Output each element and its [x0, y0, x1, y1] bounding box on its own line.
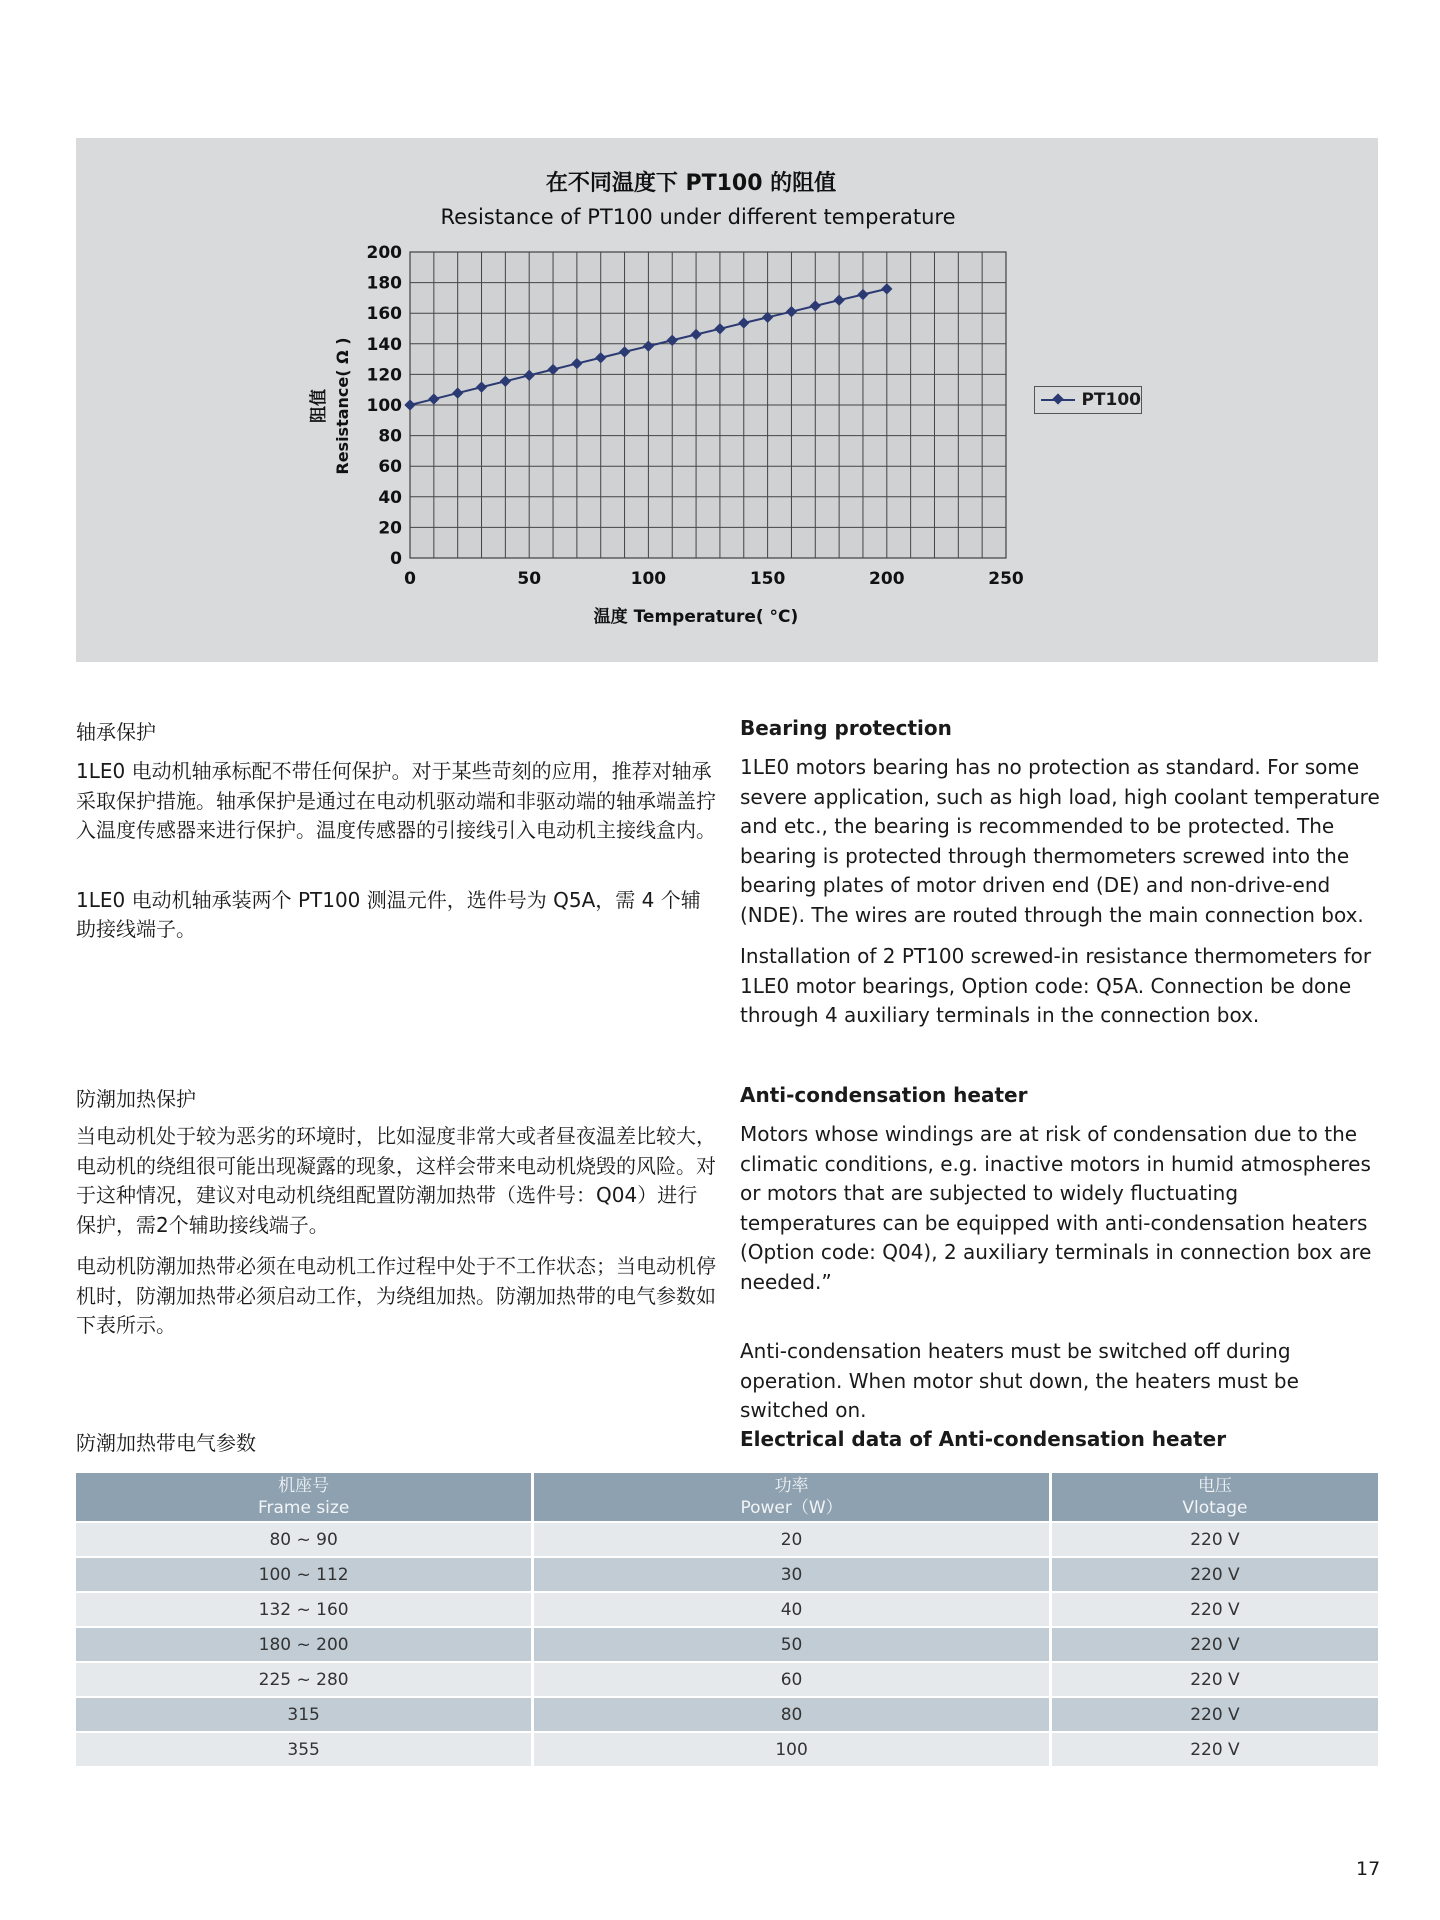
cell-voltage: 220 V [1050, 1697, 1378, 1732]
cell-power: 20 [533, 1522, 1051, 1557]
y-tick-label: 100 [366, 396, 402, 416]
y-tick-label: 0 [390, 549, 402, 569]
chart-legend [1034, 386, 1142, 414]
cell-voltage: 220 V [1050, 1627, 1378, 1662]
table-heading-cn: 防潮加热带电气参数 [76, 1431, 256, 1455]
cell-frame-size: 225 ~ 280 [76, 1662, 533, 1697]
bearing-para-1-en: 1LE0 motors bearing has no protection as standard. For some severe application, such as high load, high coolant temperature and etc., the bearing is recommended to be protected. The bearing is protected through thermometers screwed into the bearing plates of motor driven end (DE) and non-drive-end (NDE). The wires are routed through the main connection box. [740, 755, 1380, 927]
x-tick-label: 100 [630, 569, 667, 589]
cell-power: 30 [533, 1557, 1051, 1592]
page-number: 17 [1356, 1858, 1381, 1880]
heater-heading-en: Anti-condensation heater [740, 1083, 1028, 1107]
pt100-chart [76, 138, 1378, 662]
table-row [76, 1522, 1378, 1557]
y-tick-label: 120 [366, 365, 402, 386]
y-tick-label: 80 [378, 426, 402, 447]
x-tick-label: 200 [869, 569, 905, 589]
cell-frame-size: 315 [76, 1697, 533, 1732]
legend-marker-icon [1041, 393, 1075, 407]
bearing-heading-en: Bearing protection [740, 716, 952, 740]
cell-power: 100 [533, 1732, 1051, 1766]
table-row [76, 1557, 1378, 1592]
cell-voltage: 220 V [1050, 1732, 1378, 1766]
y-tick-label: 180 [366, 273, 402, 294]
y-tick-label: 200 [366, 243, 402, 263]
bearing-text-cn [76, 757, 716, 945]
heater-para-1-en: Motors whose windings are at risk of condensation due to the climatic conditions, e.g. inactive motors in humid atmospheres or motors that are subjected to widely fluctuating temperatures can be equipped with anti-condensation heaters (Option code: Q04), 2 auxiliary terminals in connection box are needed.” [740, 1122, 1372, 1294]
table-row [76, 1627, 1378, 1662]
header-voltage: 电压 Vlotage [1050, 1473, 1378, 1522]
table-row [76, 1592, 1378, 1627]
cell-voltage: 220 V [1050, 1592, 1378, 1627]
bearing-para-2-cn: 1LE0 电动机轴承装两个 PT100 测温元件，选件号为 Q5A，需 4 个辅助接线端子。 [76, 887, 701, 941]
header-power: 功率 Power（W） [533, 1473, 1051, 1522]
heater-text-en [740, 1120, 1380, 1426]
table-heading-en: Electrical data of Anti-condensation heater [740, 1427, 1227, 1451]
table-row [76, 1662, 1378, 1697]
x-tick-label: 150 [749, 569, 786, 589]
x-tick-label: 250 [988, 569, 1024, 589]
y-tick-label: 160 [366, 304, 402, 325]
table-row [76, 1697, 1378, 1732]
heater-para-2-cn: 电动机防潮加热带必须在电动机工作过程中处于不工作状态；当电动机停机时，防潮加热带必须启动工作，为绕组加热。防潮加热带的电气参数如下表所示。 [76, 1254, 716, 1337]
heater-text-cn [76, 1122, 716, 1341]
y-tick-label: 140 [366, 334, 402, 355]
cell-power: 60 [533, 1662, 1051, 1697]
bearing-heading-cn: 轴承保护 [76, 720, 156, 744]
cell-frame-size: 132 ~ 160 [76, 1592, 533, 1627]
bearing-text-en [740, 753, 1380, 1031]
cell-frame-size: 80 ~ 90 [76, 1522, 533, 1557]
table-row [76, 1732, 1378, 1766]
cell-voltage: 220 V [1050, 1662, 1378, 1697]
y-axis-label-cn: 阻值 [309, 389, 329, 423]
heater-data-table [76, 1473, 1378, 1766]
y-tick-label: 20 [378, 518, 402, 539]
heater-para-1-cn: 当电动机处于较为恶劣的环境时，比如湿度非常大或者昼夜温差比较大，电动机的绕组很可能出现凝露的现象，这样会带来电动机烧毁的风险。对于这种情况，建议对电动机绕组配置防潮加热带（选件号：Q04）进行保护，需2个辅助接线端子。 [76, 1124, 716, 1237]
x-tick-label: 0 [404, 569, 416, 589]
cell-frame-size: 355 [76, 1732, 533, 1766]
bearing-para-2-en: Installation of 2 PT100 screwed-in resistance thermometers for 1LE0 motor bearings, Option code: Q5A. Connection be done through 4 auxiliary terminals in the connection box. [740, 944, 1372, 1027]
chart-title-en: Resistance of PT100 under different temperature [440, 205, 956, 229]
cell-voltage: 220 V [1050, 1522, 1378, 1557]
chart-title-cn: 在不同温度下 PT100 的阻值 [545, 171, 837, 196]
heater-heading-cn: 防潮加热保护 [76, 1087, 196, 1111]
cell-voltage: 220 V [1050, 1557, 1378, 1592]
cell-frame-size: 180 ~ 200 [76, 1627, 533, 1662]
y-axis-label-en: Resistance( Ω ) [333, 337, 352, 475]
cell-power: 40 [533, 1592, 1051, 1627]
x-tick-label: 50 [517, 569, 542, 589]
chart-panel [76, 138, 1378, 662]
cell-frame-size: 100 ~ 112 [76, 1557, 533, 1592]
x-axis-label: 温度 Temperature( °C) [593, 607, 799, 627]
y-tick-label: 60 [378, 457, 402, 478]
cell-power: 80 [533, 1697, 1051, 1732]
y-tick-label: 40 [378, 487, 402, 508]
table-header-row [76, 1473, 1378, 1522]
cell-power: 50 [533, 1627, 1051, 1662]
heater-para-2-en: Anti-condensation heaters must be switched off during operation. When motor shut down, the heaters must be switched on. [740, 1339, 1299, 1422]
bearing-para-1-cn: 1LE0 电动机轴承标配不带任何保护。对于某些苛刻的应用，推荐对轴承采取保护措施。轴承保护是通过在电动机驱动端和非驱动端的轴承端盖拧入温度传感器来进行保护。温度传感器的引接线引入电动机主接线盒内。 [76, 759, 716, 842]
header-frame-size: 机座号 Frame size [76, 1473, 533, 1522]
legend-label: PT100 [1081, 390, 1141, 410]
